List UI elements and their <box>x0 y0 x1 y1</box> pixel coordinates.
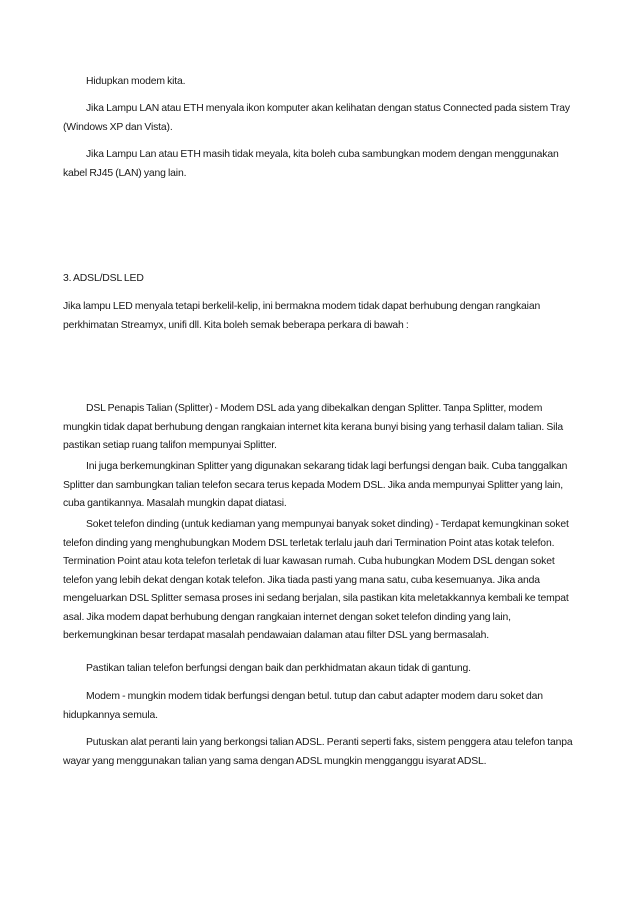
paragraph-wall-socket: Soket telefon dinding (untuk kediaman yang mempunyai banyak soket dinding) - Terdapat kemungkinan soket telefon dinding yang menghubungkan Modem DSL terletak terlalu jauh dari Termination Point atas kotak telefon. Termination Point atau kota telefon terletak di luar kawasan rumah. Cuba hubungkan Modem DSL dengan soket telefon yang lebih dekat dengan kotak telefon. Jika tiada pasti yang mana satu, cuba kesemuanya. Jika anda mengeluarkan DSL Splitter semasa proses ini sedang berjalan, sila pastikan kita meletakkannya kembali ke tempat asal. Jika modem dapat berhubung dengan rangkaian internet dengan soket telefon dinding yang lain, berkemungkinan besar terdapat masalah pendawaian dalaman atau filter DSL yang bermasalah. <box>63 519 569 641</box>
paragraph-disconnect-devices: Putuskan alat peranti lain yang berkongsi talian ADSL. Peranti seperti faks, sistem penggera atau telefon tanpa wayar yang menggunakan talian yang sama dengan ADSL mungkin mengganggu isyarat ADSL. <box>63 737 573 767</box>
paragraph-adsl-blinking: Jika lampu LED menyala tetapi berkelil-kelip, ini bermakna modem tidak dapat berhubung dengan rangkaian perkhimatan Streamyx, unifi dll. Kita boleh semak beberapa perkara di bawah : <box>63 301 541 331</box>
paragraph-lan-eth-not-lit: Jika Lampu Lan atau ETH masih tidak meyala, kita boleh cuba sambungkan modem dengan menggunakan kabel RJ45 (LAN) yang lain. <box>63 149 559 179</box>
paragraph-modem-restart: Modem - mungkin modem tidak berfungsi dengan betul. tutup dan cabut adapter modem daru soket dan hidupkannya semula. <box>63 691 543 721</box>
paragraph-lan-eth-connected: Jika Lampu LAN atau ETH menyala ikon komputer akan kelihatan dengan status Connected pada sistem Tray (Windows XP dan Vista). <box>63 103 570 133</box>
paragraph-splitter-replace: Ini juga berkemungkinan Splitter yang digunakan sekarang tidak lagi berfungsi dengan baik. Cuba tanggalkan Splitter dan sambungkan talian telefon secara terus kepada Modem DSL. Jika anda mempunyai Splitter yang lain, cuba gantikannya. Masalah mungkin dapat diatasi. <box>63 461 568 509</box>
paragraph-phone-line-check: Pastikan talian telefon berfungsi dengan baik dan perkhidmatan akaun tidak di gantung. <box>86 663 471 674</box>
paragraph-splitter: DSL Penapis Talian (Splitter) - Modem DSL ada yang dibekalkan dengan Splitter. Tanpa Splitter, modem mungkin tidak dapat berhubung dengan rangkaian internet kita kerana bunyi bising yang terhasil dalam talian. Sila pastikan setiap ruang talifon mempunyai Splitter. <box>63 403 564 451</box>
paragraph-power-on: Hidupkan modem kita. <box>86 76 186 87</box>
section-heading-adsl: 3. ADSL/DSL LED <box>63 273 144 284</box>
